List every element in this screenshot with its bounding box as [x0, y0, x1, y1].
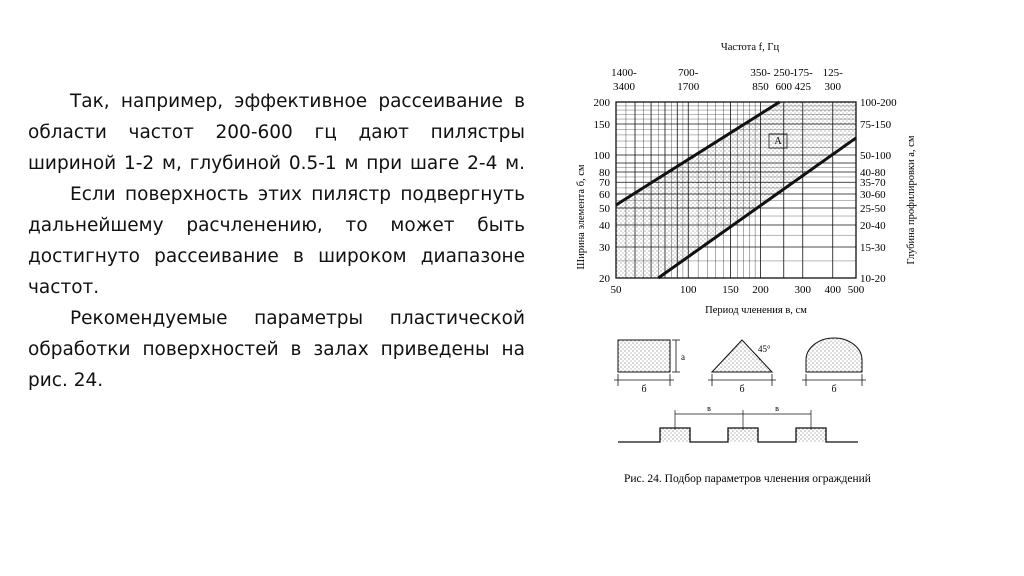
x-tick-label: 100	[679, 284, 697, 296]
y-tick-label: 60	[599, 189, 610, 202]
y-tick-label: 80	[599, 167, 610, 180]
paragraph-3: Рекомендуемые параметры пластической обработки поверхностей в залах приведены на рис. 24.	[28, 308, 525, 391]
figure-svg	[560, 30, 1000, 500]
x-tick-label: 200	[752, 284, 769, 296]
y2-tick-label: 10-20	[860, 273, 886, 285]
y-tick-label: 200	[593, 97, 610, 109]
top-tick-label: 425	[794, 81, 812, 93]
y2-tick-label: 35-70	[860, 177, 886, 190]
shape-width-label-1: б	[641, 384, 647, 395]
body-text	[28, 86, 525, 396]
y-tick-label: 70	[599, 177, 610, 190]
top-tick-label: 250-	[773, 67, 794, 79]
top-tick-label: 1700	[677, 81, 700, 93]
top-tick-label: 1400-	[611, 67, 637, 79]
period-label-2: в	[775, 404, 779, 413]
top-tick-label: 125-	[822, 67, 843, 79]
y2-tick-label: 40-80	[860, 167, 886, 180]
shape-width-label-2: б	[739, 384, 745, 395]
top-tick-label: 850	[752, 81, 769, 93]
periodic-profile	[618, 404, 858, 442]
x-tick-label: 500	[847, 284, 865, 296]
top-tick-label: 600	[775, 81, 793, 93]
y2-tick-label: 30-60	[860, 189, 886, 202]
profile-triangle	[708, 340, 776, 395]
period-label-1: в	[707, 404, 711, 413]
y-tick-label: 30	[599, 242, 610, 255]
x-tick-label: 150	[722, 284, 739, 296]
profile-rectangle	[614, 340, 685, 395]
y2-tick-label: 25-50	[860, 202, 886, 215]
figure-24	[560, 30, 1000, 500]
y-tick-label: 40	[599, 220, 610, 233]
y-tick-label: 100	[593, 149, 610, 162]
y-tick-label: 150	[593, 118, 610, 131]
shape-depth-label: а	[681, 352, 685, 362]
x-tick-label: 300	[794, 284, 812, 296]
y2-tick-label: 50-100	[860, 149, 892, 162]
top-tick-label: 700-	[678, 67, 699, 79]
top-tick-label: 300	[824, 81, 841, 93]
angle-label: 45°	[758, 344, 771, 354]
shape-width-label-3: б	[831, 384, 837, 395]
top-axis-title: Частота f, Гц	[720, 42, 780, 53]
figure-caption: Рис. 24. Подбор параметров членения ограждений	[624, 473, 871, 485]
paragraph-1: Так, например, эффективное рассеивание в области частот 200-600 гц дают пилястры шириной 1-2 м, глубиной 0.5-1 м при шаге 2-4 м.	[28, 91, 525, 174]
profile-semicircle	[802, 338, 866, 395]
y2-tick-label: 75-150	[860, 118, 892, 131]
top-tick-label: 350-	[750, 67, 771, 79]
paragraph-2: Если поверхность этих пилястр подвергнуть дальнейшему расчленению, то может быть достигнуто рассеивание в широком диапазоне частот.	[28, 184, 525, 298]
y2-tick-label: 100-200	[860, 97, 897, 109]
y2-tick-label: 20-40	[860, 220, 886, 233]
top-tick-label: 3400	[613, 81, 635, 93]
y2-tick-label: 15-30	[860, 242, 886, 255]
left-axis-title: Ширина элемента б, см	[576, 164, 587, 270]
bottom-axis-title: Период членения в, см	[705, 305, 807, 316]
top-tick-label: 175-	[792, 67, 813, 79]
region-label: А	[774, 136, 782, 147]
x-tick-label: 400	[824, 284, 841, 296]
x-tick-label: 50	[610, 284, 622, 296]
right-axis-title: Глубина профилировки а, см	[906, 135, 917, 265]
y-tick-label: 50	[599, 202, 610, 215]
y-tick-label: 20	[599, 273, 610, 285]
